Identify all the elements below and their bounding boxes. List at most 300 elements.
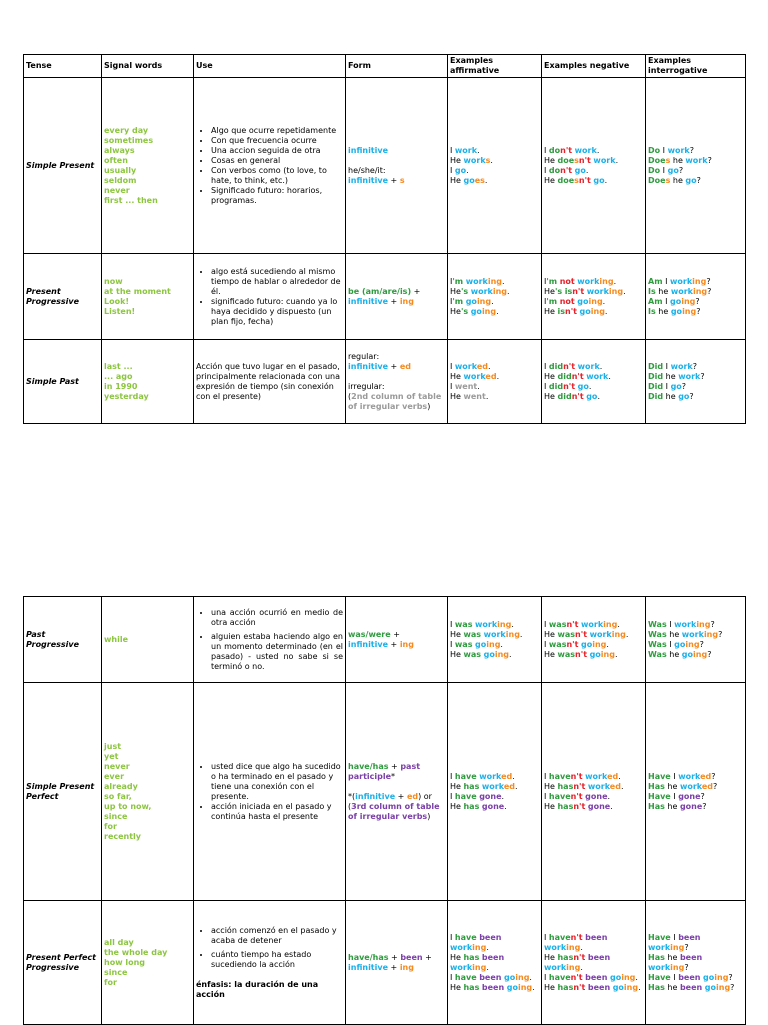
text-segment: ing <box>685 639 700 649</box>
text-segment: ing <box>588 296 603 306</box>
text-segment: go <box>670 306 683 316</box>
text-line <box>450 297 539 307</box>
text-segment: n't <box>573 781 586 791</box>
signal-word: in 1990 <box>104 381 138 391</box>
use-item: • Con verbos como (to love, to hate, to think, etc.) <box>211 166 343 186</box>
header-examples-affirmative: Examples affirmative <box>448 55 542 78</box>
text-segment: ing <box>515 972 530 982</box>
form-cell <box>346 78 448 254</box>
text-segment: have <box>548 972 571 982</box>
text-segment: not <box>559 276 575 286</box>
text-segment: work <box>667 145 690 155</box>
text-segment: infinitive <box>355 791 396 801</box>
text-segment: been <box>587 982 611 992</box>
examples-negative <box>542 597 646 683</box>
text-segment: . <box>602 296 606 306</box>
text-line <box>648 166 743 176</box>
use-cell <box>194 340 346 424</box>
text-segment: been <box>481 982 505 992</box>
text-segment: ? <box>684 962 689 972</box>
text-segment: ( <box>348 801 352 811</box>
text-line <box>648 620 743 630</box>
text-segment: went <box>454 381 478 391</box>
text-segment: Have <box>648 932 671 942</box>
text-line <box>544 277 643 287</box>
signal-word: now <box>104 276 123 286</box>
signal-word: never <box>104 185 130 195</box>
text-segment: work <box>454 361 477 371</box>
text-segment: go <box>579 306 591 316</box>
text-segment: + <box>422 952 432 962</box>
text-segment: ing <box>692 286 708 296</box>
table-row <box>24 597 746 683</box>
text-segment: work <box>479 771 502 781</box>
text-line <box>544 146 643 156</box>
text-segment: . <box>491 296 494 306</box>
examples-negative <box>542 683 646 901</box>
text-segment: I <box>666 639 675 649</box>
use-emphasis: énfasis: la duración de una acción <box>196 979 319 999</box>
text-segment: ing <box>670 942 685 952</box>
text-segment: Did <box>648 391 664 401</box>
tense-name: Simple Present <box>24 78 102 254</box>
text-segment: . <box>580 942 583 952</box>
text-segment: have <box>548 771 571 781</box>
text-segment: Is <box>648 286 656 296</box>
text-line <box>450 382 539 392</box>
text-line <box>648 287 743 297</box>
text-segment: work <box>678 371 701 381</box>
text-segment: has <box>463 781 480 791</box>
text-segment: I <box>450 145 455 155</box>
signal-word: ... ago <box>104 371 133 381</box>
text-segment: . <box>623 286 626 296</box>
text-segment: ing <box>600 649 615 659</box>
use-item: • Una accion seguida de otra <box>211 146 343 156</box>
text-segment: ing <box>505 629 520 639</box>
text-segment: He <box>450 391 464 401</box>
text-segment: was/were <box>348 629 391 639</box>
text-line <box>450 146 539 156</box>
text-segment: . <box>504 801 507 811</box>
use-item: • alguien estaba haciendo algo en un momento determinado (en el pasado) - usted no sabe si se terminó o no. <box>211 632 343 672</box>
text-segment: did <box>548 361 564 371</box>
signal-word: the whole day <box>104 947 168 957</box>
text-line <box>544 953 643 973</box>
text-segment: Was <box>648 629 667 639</box>
text-segment: ing <box>621 972 636 982</box>
text-segment: I <box>450 972 455 982</box>
text-segment: He <box>544 801 558 811</box>
tense-name: Simple Past <box>24 340 102 424</box>
text-segment: 's <box>554 286 563 296</box>
table-row <box>24 683 746 901</box>
text-segment: ed <box>485 371 497 381</box>
header-use: Use <box>194 55 346 78</box>
text-segment: work <box>483 629 506 639</box>
text-line <box>348 297 445 307</box>
text-segment: 'm <box>546 296 558 306</box>
text-segment: was <box>557 629 576 639</box>
text-segment: have <box>454 771 477 781</box>
text-segment: . <box>529 972 532 982</box>
text-segment: Doe <box>648 175 666 185</box>
text-segment: Is <box>648 306 656 316</box>
text-segment: He <box>450 781 464 791</box>
text-line <box>450 953 539 973</box>
text-segment: ing <box>487 276 503 286</box>
text-segment: was <box>557 649 576 659</box>
use-cell <box>194 78 346 254</box>
text-segment: He <box>544 391 558 401</box>
text-segment: work <box>544 942 567 952</box>
text-segment: gone <box>479 791 502 801</box>
table-row <box>24 340 746 424</box>
text-segment: . <box>512 771 515 781</box>
text-segment: was <box>548 619 567 629</box>
text-segment: ing <box>681 296 696 306</box>
text-line <box>450 802 539 812</box>
text-segment: . <box>500 639 503 649</box>
text-segment: . <box>477 381 480 391</box>
text-segment: + <box>388 962 400 972</box>
text-segment: have <box>454 972 477 982</box>
text-line <box>648 802 743 812</box>
text-line <box>648 297 743 307</box>
tense-name: Present Perfect Progressive <box>24 901 102 1025</box>
text-segment: ing <box>592 639 607 649</box>
text-segment: I <box>450 791 455 801</box>
text-segment: work <box>574 145 597 155</box>
text-segment: ? <box>718 629 723 639</box>
text-segment: + <box>388 952 401 962</box>
text-segment: . <box>610 801 613 811</box>
text-segment: . <box>638 982 641 992</box>
text-segment: work <box>679 781 702 791</box>
text-segment: has <box>463 982 480 992</box>
text-segment: ing <box>486 639 501 649</box>
text-segment: ? <box>707 286 712 296</box>
text-segment: . <box>615 155 619 165</box>
signal-word: sometimes <box>104 135 154 145</box>
text-line <box>348 156 445 166</box>
text-line <box>544 620 643 630</box>
text-segment: go <box>506 982 518 992</box>
text-line <box>450 156 539 166</box>
text-segment: he <box>655 286 671 296</box>
text-segment: ing <box>693 649 708 659</box>
text-segment: . <box>613 276 617 286</box>
text-line <box>348 392 445 412</box>
text-line <box>544 782 643 792</box>
text-line <box>648 933 743 953</box>
text-segment: has <box>557 952 574 962</box>
text-line <box>348 362 445 372</box>
text-segment: gone <box>678 791 701 801</box>
text-segment: been <box>481 952 505 962</box>
text-segment: work <box>577 361 600 371</box>
text-line <box>648 772 743 782</box>
text-segment: n't <box>573 982 586 992</box>
text-segment: he <box>664 801 680 811</box>
text-segment: He <box>544 629 558 639</box>
text-segment: ing <box>399 296 414 306</box>
signal-words-cell <box>102 683 194 901</box>
text-line <box>348 963 445 973</box>
text-segment: go <box>593 175 605 185</box>
text-segment: went <box>463 391 486 401</box>
text-segment: gone <box>587 801 611 811</box>
text-segment: *( <box>348 791 356 801</box>
text-line <box>648 782 743 792</box>
text-line <box>544 802 643 812</box>
text-segment: He <box>450 371 464 381</box>
text-segment: infinitive <box>348 361 389 371</box>
text-segment: was <box>454 639 473 649</box>
text-segment: He <box>450 306 461 316</box>
text-segment: ing <box>692 276 707 286</box>
text-segment: gone <box>481 801 505 811</box>
header-examples-negative: Examples negative <box>542 55 646 78</box>
text-segment: been <box>679 982 703 992</box>
text-segment: ing <box>599 276 614 286</box>
text-line <box>648 792 743 802</box>
text-segment: s <box>574 175 579 185</box>
text-line <box>544 176 643 186</box>
text-line <box>648 650 743 660</box>
text-segment: go <box>667 165 679 175</box>
text-segment: He <box>450 982 464 992</box>
text-segment: n't <box>570 771 583 781</box>
signal-word: Look! <box>104 296 130 306</box>
text-segment: I <box>544 771 549 781</box>
text-line <box>450 650 539 660</box>
text-segment: he/she/it: <box>348 165 386 175</box>
text-segment: s <box>665 175 671 185</box>
text-segment: I <box>544 381 549 391</box>
text-segment: work <box>586 371 609 381</box>
text-segment: n't <box>563 361 576 371</box>
text-segment: n't <box>566 619 579 629</box>
examples-interrogative <box>646 901 746 1025</box>
text-segment: s <box>665 155 671 165</box>
text-segment: Was <box>648 639 667 649</box>
text-segment: ing <box>399 639 414 649</box>
text-segment: have <box>548 791 571 801</box>
text-segment: n't <box>571 391 584 401</box>
tenses-table-1 <box>23 54 746 424</box>
text-segment: ? <box>711 771 716 781</box>
text-segment: work <box>465 276 488 286</box>
text-segment: ? <box>730 982 735 992</box>
examples-negative <box>542 340 646 424</box>
text-segment: work <box>681 629 704 639</box>
text-segment: . <box>617 619 620 629</box>
text-segment: . <box>507 286 510 296</box>
text-segment: go <box>670 381 682 391</box>
text-line <box>450 973 539 983</box>
text-segment: work <box>648 962 671 972</box>
text-segment: Doe <box>648 155 666 165</box>
text-segment: gone <box>585 791 608 801</box>
text-segment: I <box>662 276 670 286</box>
text-segment: I <box>450 639 455 649</box>
text-segment: . <box>496 371 500 381</box>
text-line <box>450 362 539 372</box>
text-segment: has <box>557 982 574 992</box>
text-segment: ing <box>611 629 626 639</box>
table-row <box>24 78 746 254</box>
text-segment: Did <box>648 381 664 391</box>
text-line <box>544 933 643 953</box>
text-segment: gone <box>679 801 703 811</box>
text-segment: ing <box>590 306 605 316</box>
text-segment: . <box>614 649 618 659</box>
signal-word: so far, <box>104 791 132 801</box>
text-segment: ing <box>670 962 685 972</box>
text-segment: . <box>597 391 600 401</box>
text-segment: has <box>557 781 574 791</box>
text-segment: he <box>655 306 671 316</box>
text-segment: + <box>388 175 400 185</box>
text-segment: go <box>470 306 482 316</box>
text-line <box>544 307 643 317</box>
text-segment: Do <box>648 145 661 155</box>
text-line <box>544 372 643 382</box>
text-segment: not <box>559 296 575 306</box>
text-segment: work <box>674 619 697 629</box>
text-segment: I <box>450 619 455 629</box>
text-segment: I <box>544 932 549 942</box>
text-segment: ? <box>692 361 697 371</box>
text-segment: ing <box>399 962 414 972</box>
examples-interrogative <box>646 78 746 254</box>
text-segment: ing <box>703 629 719 639</box>
text-segment: n't <box>573 952 586 962</box>
text-segment: ing <box>608 286 624 296</box>
text-segment: work <box>648 942 671 952</box>
examples-affirmative <box>448 78 542 254</box>
text-segment: go <box>704 982 716 992</box>
text-segment: ) <box>427 811 431 821</box>
text-segment: was <box>463 629 482 639</box>
text-line <box>348 287 445 297</box>
text-segment: been <box>585 932 608 942</box>
signal-word: often <box>104 155 128 165</box>
text-segment: + <box>388 761 401 771</box>
examples-affirmative <box>448 340 542 424</box>
text-segment: he <box>664 781 680 791</box>
text-line <box>648 176 743 186</box>
text-segment: . <box>514 781 518 791</box>
text-segment: irregular: <box>348 381 385 391</box>
text-segment: ing <box>497 619 512 629</box>
text-segment: n't <box>573 801 586 811</box>
use-item: • usted dice que algo ha sucedido o ha terminado en el pasado y tiene una conexión con el presente. <box>211 762 343 802</box>
text-segment: have <box>454 791 477 801</box>
text-segment: . <box>496 306 499 316</box>
text-segment: he <box>666 629 682 639</box>
text-segment: I <box>670 771 679 781</box>
text-segment: ing <box>517 982 533 992</box>
text-segment: work <box>589 629 612 639</box>
text-segment: es <box>474 175 485 185</box>
text-segment: go <box>674 639 686 649</box>
text-line <box>450 772 539 782</box>
text-line <box>348 630 445 640</box>
text-segment: Am <box>648 276 663 286</box>
text-segment: go <box>609 972 622 982</box>
text-segment: I <box>450 361 455 371</box>
text-segment: ? <box>681 381 687 391</box>
text-segment: n't <box>575 629 588 639</box>
text-segment: I <box>544 972 549 982</box>
text-segment: ? <box>728 972 733 982</box>
text-line <box>544 792 643 802</box>
text-segment: work <box>470 286 493 296</box>
text-segment: + <box>388 361 400 371</box>
text-segment: have <box>548 932 571 942</box>
text-segment: Did <box>648 361 664 371</box>
text-segment: Have <box>648 791 671 801</box>
text-segment: work <box>577 276 600 286</box>
text-segment: ? <box>689 391 694 401</box>
text-segment: 3rd column of table of irregular verbs <box>348 801 440 821</box>
text-segment: past participle <box>348 761 421 781</box>
signal-word: since <box>104 967 128 977</box>
text-line <box>450 782 539 792</box>
text-line <box>544 640 643 650</box>
text-segment: has <box>557 801 574 811</box>
text-segment: go <box>577 296 589 306</box>
signal-words-cell <box>102 254 194 340</box>
text-line <box>450 307 539 317</box>
text-segment: I <box>450 165 455 175</box>
text-segment: go <box>703 972 715 982</box>
text-segment: infinitive <box>348 175 389 185</box>
tense-name: Simple Present Perfect <box>24 683 102 901</box>
text-segment: ed <box>607 771 619 781</box>
text-segment: work <box>587 781 610 791</box>
text-segment: ing <box>566 962 581 972</box>
signal-word: for <box>104 977 117 987</box>
text-segment: been <box>587 952 611 962</box>
text-segment: He <box>544 175 558 185</box>
text-segment: He <box>544 781 558 791</box>
text-line <box>648 156 743 166</box>
text-segment: work <box>544 962 567 972</box>
text-line <box>648 277 743 287</box>
text-segment: ing <box>623 982 639 992</box>
text-line <box>348 782 445 792</box>
signal-word: Listen! <box>104 306 136 316</box>
text-segment: . <box>486 962 489 972</box>
text-line <box>648 372 743 382</box>
text-segment: ? <box>700 791 705 801</box>
text-segment: been <box>400 952 423 962</box>
text-segment: s <box>485 155 491 165</box>
header-tense: Tense <box>24 55 102 78</box>
text-segment: He <box>544 982 558 992</box>
examples-negative <box>542 254 646 340</box>
use-item: • acción iniciada en el pasado y continúa hasta el presente <box>211 802 343 822</box>
text-segment: been <box>479 932 502 942</box>
text-segment: been <box>678 932 701 942</box>
text-segment: ed <box>503 781 515 791</box>
text-segment: regular: <box>348 351 380 361</box>
text-segment: . <box>585 165 589 175</box>
text-segment: n't <box>572 286 585 296</box>
